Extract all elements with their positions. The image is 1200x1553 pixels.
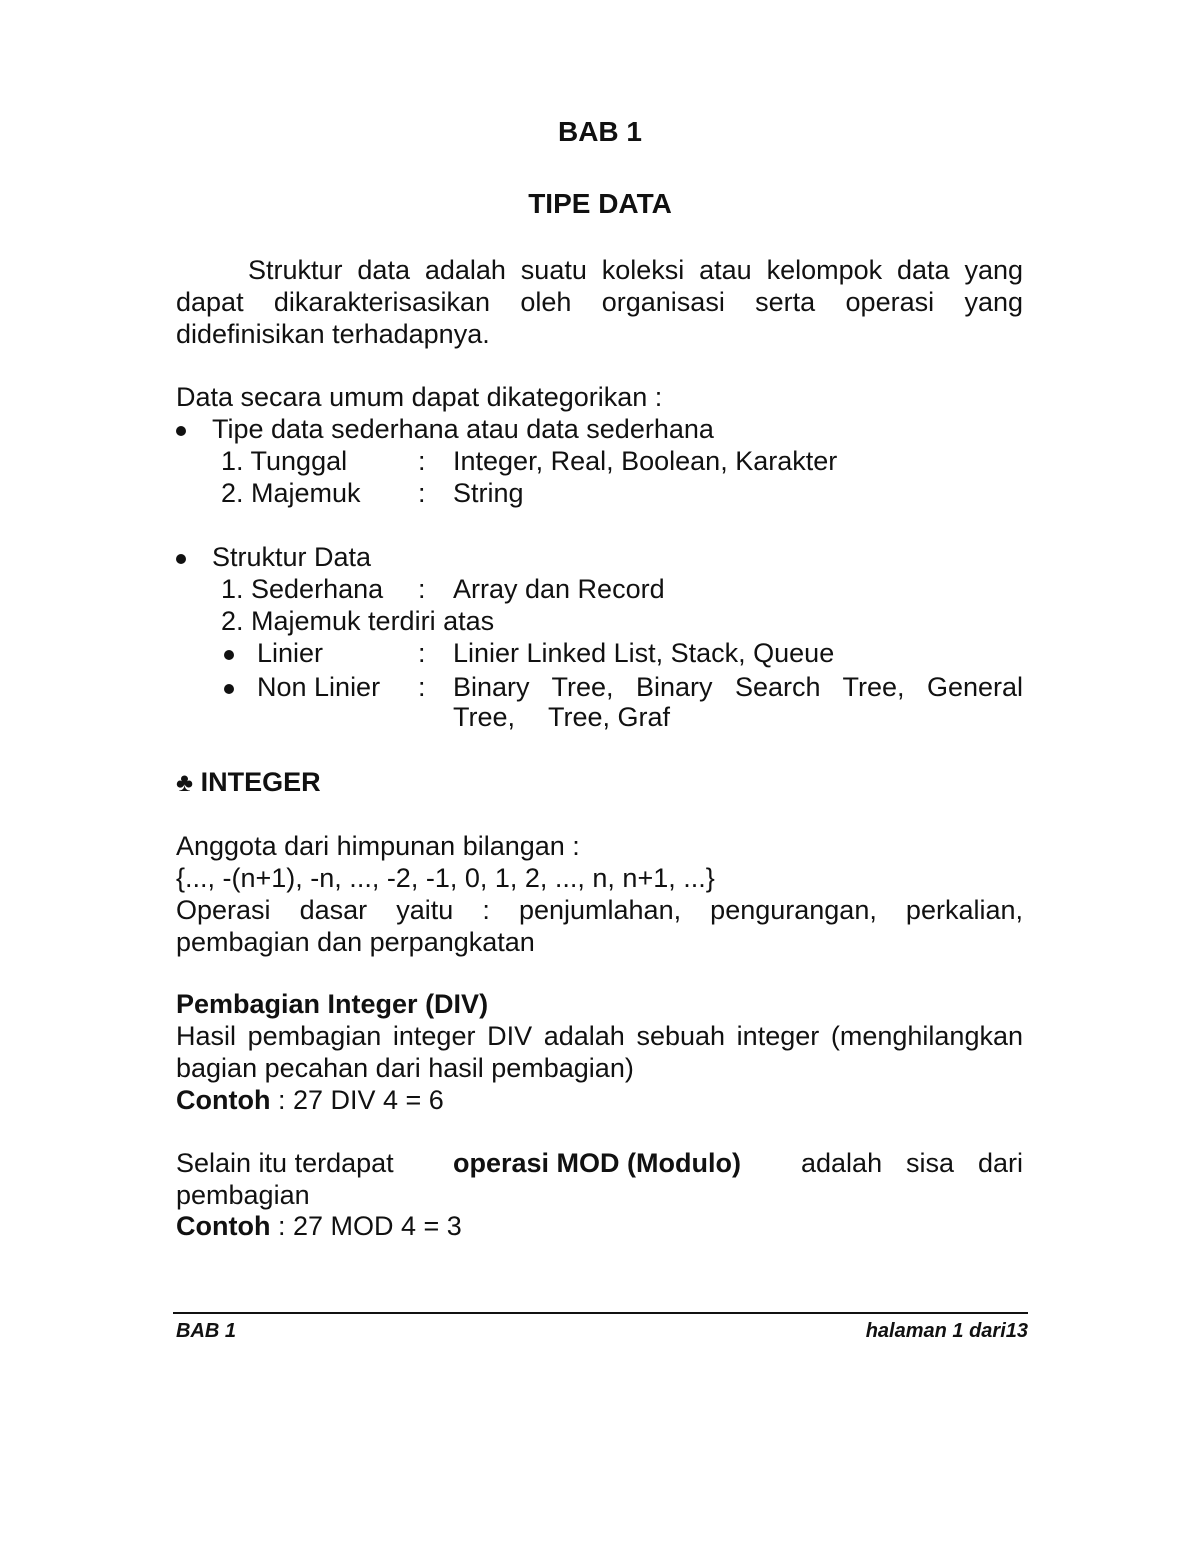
mod-example-value: : 27 MOD 4 = 3 — [270, 1211, 462, 1241]
simple-item-sep: : — [418, 446, 426, 476]
linier-sep: : — [418, 638, 426, 668]
nonlinier-sep: : — [418, 672, 426, 702]
club-icon: ♣ — [176, 767, 194, 797]
bullet-icon — [176, 426, 186, 436]
integer-heading-row — [176, 766, 321, 798]
structure-item-label: 1. Sederhana — [221, 574, 384, 604]
linier-label: Linier — [257, 638, 324, 668]
structure-item-sep: : — [418, 574, 426, 604]
integer-members-set: {..., -(n+1), -n, ..., -2, -1, 0, 1, 2, ..., n, n+1, ...} — [176, 863, 715, 893]
simple-item-value: Integer, Real, Boolean, Karakter — [453, 446, 838, 476]
simple-item-label: 2. Majemuk — [221, 478, 361, 508]
structure-item2-label: 2. Majemuk terdiri atas — [221, 606, 495, 636]
div-example-label: Contoh — [176, 1085, 271, 1115]
integer-ops-line-1: Operasi dasar yaitu : penjumlahan, pengurangan, perkalian, — [176, 895, 1023, 925]
mod-line1-bold: operasi MOD (Modulo) — [453, 1148, 741, 1178]
integer-heading: INTEGER — [200, 767, 321, 797]
mod-line1-start: Selain itu terdapat — [176, 1148, 394, 1178]
chapter-label: BAB 1 — [557, 116, 642, 147]
bullet-icon — [224, 684, 234, 694]
simple-item-label: 1. Tunggal — [221, 446, 348, 476]
div-heading: Pembagian Integer (DIV) — [176, 989, 489, 1019]
div-example-value: : 27 DIV 4 = 6 — [270, 1085, 444, 1115]
intro-line-2: dapat dikarakterisasikan oleh organisasi serta operasi yang — [176, 287, 1023, 317]
simple-heading: Tipe data sederhana atau data sederhana — [212, 414, 714, 444]
structure-item-value: Array dan Record — [453, 574, 665, 604]
footer-left: BAB 1 — [176, 1320, 237, 1342]
footer-right: halaman 1 dari13 — [865, 1320, 1028, 1342]
structure-heading: Struktur Data — [212, 542, 372, 572]
linier-value: Linier Linked List, Stack, Queue — [453, 638, 835, 668]
integer-ops-line-2: pembagian dan perpangkatan — [176, 927, 535, 957]
footer-rule — [173, 1312, 1028, 1314]
div-desc-line-2: bagian pecahan dari hasil pembagian) — [176, 1053, 634, 1083]
bullet-icon — [176, 554, 186, 564]
div-example — [176, 1084, 444, 1116]
div-desc-line-1: Hasil pembagian integer DIV adalah sebuah integer (menghilangkan — [176, 1021, 1023, 1051]
nonlinier-value-line2b: Tree, Graf — [548, 702, 671, 732]
simple-item-sep: : — [418, 478, 426, 508]
categorize-intro: Data secara umum dapat dikategorikan : — [176, 382, 663, 412]
bullet-icon — [224, 650, 234, 660]
intro-line-3: didefinisikan terhadapnya. — [176, 319, 490, 349]
nonlinier-value-line1: Binary Tree, Binary Search Tree, General — [453, 672, 1023, 702]
nonlinier-label: Non Linier — [257, 672, 381, 702]
mod-line1-end: adalah sisa dari — [801, 1148, 1023, 1178]
nonlinier-value-line2a: Tree, — [453, 702, 516, 732]
integer-members-label: Anggota dari himpunan bilangan : — [176, 831, 580, 861]
mod-example-label: Contoh — [176, 1211, 271, 1241]
mod-line-2: pembagian — [176, 1180, 310, 1210]
mod-example — [176, 1210, 462, 1242]
intro-line-1: Struktur data adalah suatu koleksi atau kelompok data yang — [248, 255, 1023, 285]
chapter-title: TIPE DATA — [528, 188, 672, 219]
simple-item-value: String — [453, 478, 524, 508]
